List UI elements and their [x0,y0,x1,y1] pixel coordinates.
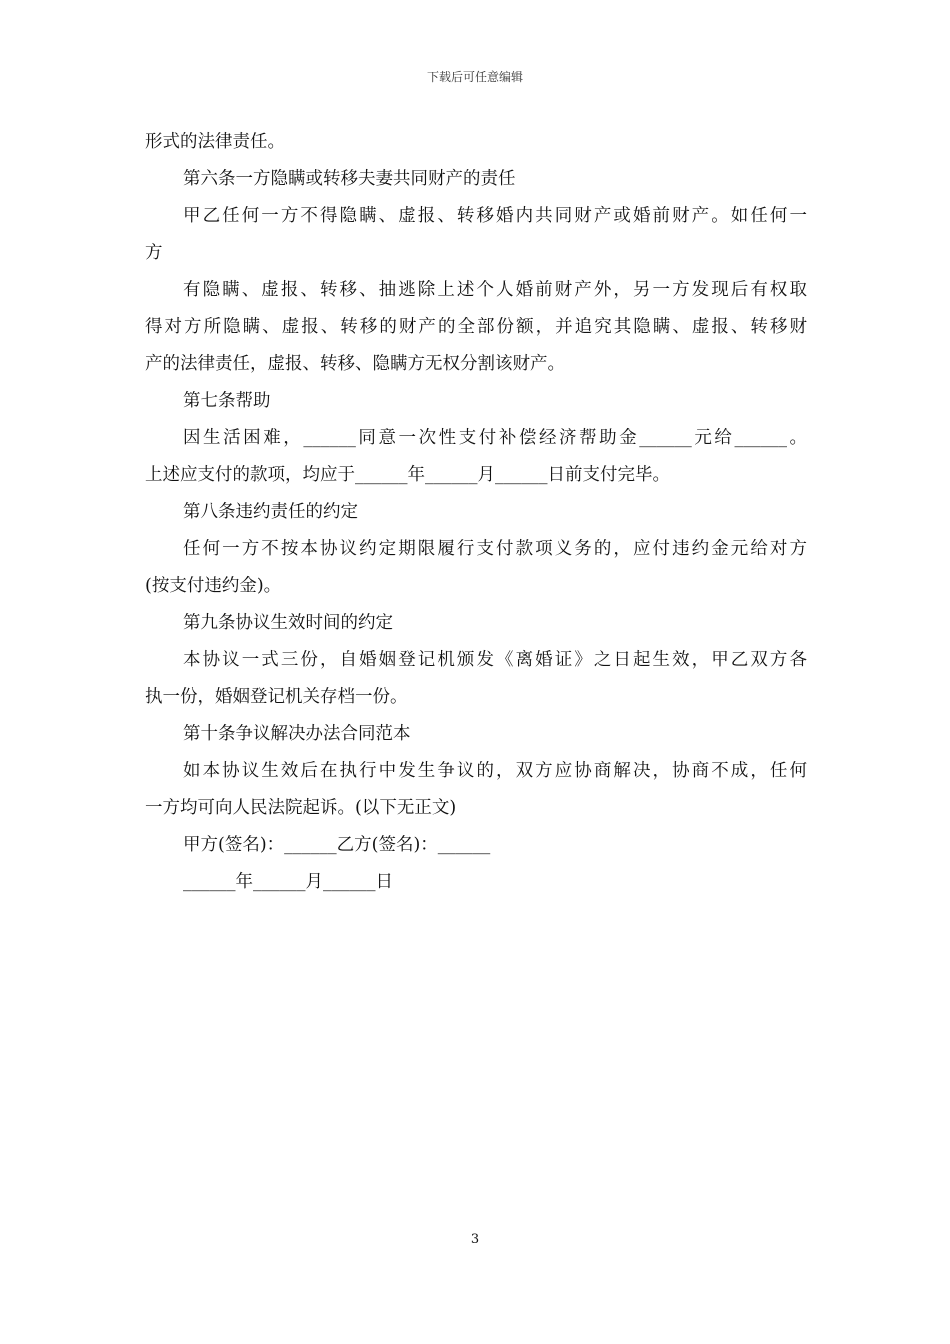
body-line: 本协议一式三份，自婚姻登记机颁发《离婚证》之日起生效，甲乙双方各 [183,650,807,670]
body-line: 上述应支付的款项，均应于______年______月______日前支付完毕。 [145,465,670,485]
page-header: 下载后可任意编辑 [426,70,523,84]
article-10-heading: 第十条争议解决办法合同范本 [183,724,411,744]
signature-line: 甲方(签名)：______乙方(签名)：______ [183,835,491,855]
article-6-heading: 第六条一方隐瞒或转移夫妻共同财产的责任 [183,169,516,189]
body-line: (按支付违约金)。 [145,576,282,596]
article-9-heading: 第九条协议生效时间的约定 [183,613,393,633]
body-line: 有隐瞒、虚报、转移、抽逃除上述个人婚前财产外，另一方发现后有权取 [183,280,807,300]
body-line: 方 [145,243,163,263]
document-body [145,124,807,901]
date-line: ______年______月______日 [183,872,393,892]
page-number: 3 [470,1232,480,1247]
body-line: 得对方所隐瞒、虚报、转移的财产的全部份额，并追究其隐瞒、虚报、转移财 [145,317,807,337]
article-7-heading: 第七条帮助 [183,391,271,411]
body-line: 甲乙任何一方不得隐瞒、虚报、转移婚内共同财产或婚前财产。如任何一 [183,206,807,226]
body-line: 产的法律责任，虚报、转移、隐瞒方无权分割该财产。 [145,354,565,374]
body-line: 任何一方不按本协议约定期限履行支付款项义务的，应付违约金元给对方 [183,539,807,559]
body-line: 如本协议生效后在执行中发生争议的，双方应协商解决，协商不成，任何 [183,761,807,781]
body-line: 一方均可向人民法院起诉。(以下无正文) [145,798,457,818]
body-line: 形式的法律责任。 [145,132,285,152]
body-line: 执一份，婚姻登记机关存档一份。 [145,687,408,707]
article-8-heading: 第八条违约责任的约定 [183,502,358,522]
body-line: 因生活困难，______同意一次性支付补偿经济帮助金______元给______。 [183,428,807,448]
